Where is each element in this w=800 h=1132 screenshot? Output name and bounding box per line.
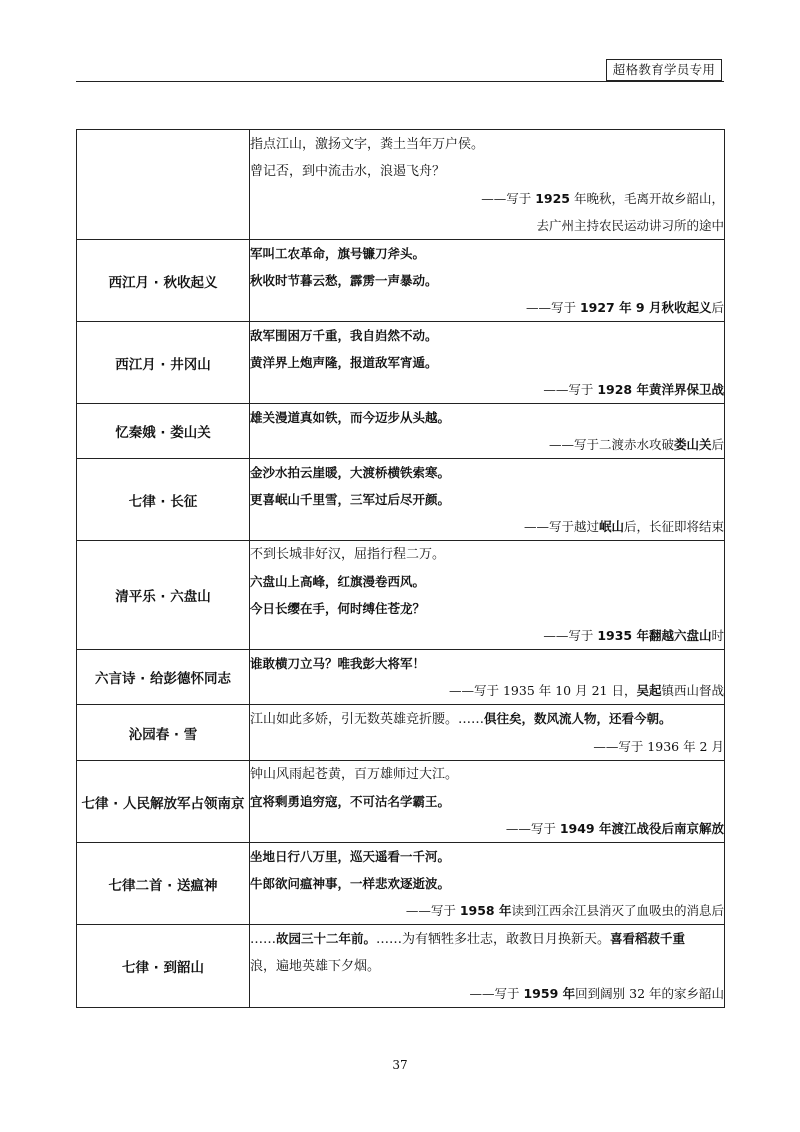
- poem-title: 七律 · 人民解放军占领南京: [77, 761, 250, 843]
- table-row: [77, 650, 725, 705]
- poem-content: [250, 130, 725, 240]
- poem-note: [250, 677, 724, 704]
- note-text: 1925: [535, 190, 571, 206]
- poem-line: 秋收时节暮云愁，霹雳一声暴动。: [250, 273, 438, 288]
- poem-table: [76, 129, 725, 1008]
- poem-note: [250, 376, 724, 403]
- note-text: 时: [711, 628, 724, 643]
- table-row: [77, 925, 725, 1008]
- note-text: 镇西山督战: [661, 683, 724, 698]
- table-row: [77, 761, 725, 843]
- poem-content: [250, 650, 725, 705]
- header-rule: [76, 81, 724, 82]
- note-text: 1958 年: [459, 903, 512, 918]
- poem-content: [250, 322, 725, 404]
- note-text: 1949 年渡江战役后南京解放: [559, 821, 724, 836]
- note-text: ——写于: [525, 300, 580, 315]
- poem-line: 浪，遍地英雄下夕烟。: [250, 959, 381, 974]
- poem-title: 六言诗 · 给彭德怀同志: [77, 650, 250, 705]
- note-text: 后: [711, 300, 724, 315]
- poem-line: 宜将剩勇追穷寇，不可沽名学霸王。: [250, 794, 451, 809]
- poem-line: 不到长城非好汉，屈指行程二万。: [250, 547, 446, 562]
- note-text: ——写于: [505, 821, 560, 836]
- poem-note: [250, 622, 724, 649]
- note-text: 岷山: [598, 519, 624, 534]
- poem-line: 今日长缨在手，何时缚住苍龙？: [250, 601, 426, 616]
- poem-note: [250, 431, 724, 458]
- table-row: [77, 843, 725, 925]
- note-text: 1928 年黄洋界保卫战: [597, 382, 724, 397]
- note-text: ——写于: [469, 986, 524, 1001]
- table-row: [77, 459, 725, 541]
- line-text: ……为有牺牲多壮志，敢教日月换新天。: [376, 932, 611, 947]
- poem-title: 西江月 · 井冈山: [77, 322, 250, 404]
- poem-line: 更喜岷山千里雪，三军过后尽开颜。: [250, 492, 451, 507]
- poem-content: [250, 705, 725, 761]
- note-text: ——写于 1935 年 10 月 21 日，: [449, 683, 637, 698]
- poem-line: 曾记否，到中流击水，浪遏飞舟？: [250, 163, 446, 179]
- line-text: 喜看稻菽千重: [610, 931, 686, 946]
- poem-line: [250, 925, 724, 953]
- poem-line: 谁敢横刀立马？唯我彭大将军！: [250, 656, 426, 671]
- poem-line: [250, 705, 724, 733]
- poem-title: 七律 · 长征: [77, 459, 250, 541]
- poem-title: 七律二首 · 送瘟神: [77, 843, 250, 925]
- poem-line: 指点江山，激扬文字，粪土当年万户侯。: [250, 136, 485, 152]
- note-text: 读到江西余江县消灭了血吸虫的消息后: [511, 903, 724, 918]
- note-text: 娄山关: [673, 437, 712, 452]
- poem-note: [250, 185, 724, 212]
- poem-title: [77, 130, 250, 240]
- table-row: [77, 705, 725, 761]
- table-row: [77, 322, 725, 404]
- poem-content: [250, 761, 725, 843]
- note-text: ——写于: [543, 382, 598, 397]
- poem-title: 忆秦娥 · 娄山关: [77, 404, 250, 459]
- poem-note: [250, 513, 724, 540]
- poem-line: 敌军围困万千重，我自岿然不动。: [250, 328, 438, 343]
- poem-line: 军叫工农革命，旗号镰刀斧头。: [250, 246, 426, 261]
- poem-title: 清平乐 · 六盘山: [77, 541, 250, 650]
- poem-line: 六盘山上高峰，红旗漫卷西风。: [250, 574, 426, 589]
- poem-line: 坐地日行八万里，巡天遥看一千河。: [250, 849, 451, 864]
- note-text: 年晚秋，毛离开故乡韶山，: [570, 190, 724, 206]
- poem-content: [250, 240, 725, 322]
- poem-line: 黄洋界上炮声隆，报道敌军宵遁。: [250, 355, 438, 370]
- table-row: [77, 130, 725, 240]
- line-text: 俱往矣，数风流人物，还看今朝。: [484, 711, 672, 726]
- poem-note: [250, 212, 724, 239]
- poem-note: [250, 294, 724, 321]
- note-text: ——写于二渡赤水攻破: [548, 437, 674, 452]
- poem-line: 钟山风雨起苍黄，百万雄师过大江。: [250, 767, 459, 782]
- table-row: [77, 240, 725, 322]
- note-text: ——写于: [543, 628, 598, 643]
- page-number: 37: [392, 1058, 408, 1072]
- note-text: ——写于: [405, 903, 460, 918]
- note-text: ——写于 1936 年 2 月: [593, 739, 724, 754]
- table-row: [77, 541, 725, 650]
- poem-content: [250, 459, 725, 541]
- note-text: 回到阔别 32 年的家乡韶山: [575, 986, 724, 1001]
- note-text: 1959 年: [523, 986, 576, 1001]
- header-label: 超格教育学员专用: [606, 59, 722, 81]
- note-text: 吴起: [636, 683, 662, 698]
- poem-content: [250, 843, 725, 925]
- poem-title: 沁园春 · 雪: [77, 705, 250, 761]
- line-text: ……: [250, 932, 276, 947]
- poem-line: 金沙水拍云崖暖，大渡桥横铁索寒。: [250, 465, 451, 480]
- poem-content: [250, 404, 725, 459]
- poem-content: [250, 541, 725, 650]
- note-text: 后: [711, 437, 724, 452]
- line-text: 江山如此多娇，引无数英雄竞折腰。……: [250, 712, 485, 727]
- poem-note: [250, 980, 724, 1007]
- poem-line: 牛郎欲问瘟神事，一样悲欢逐逝波。: [250, 876, 451, 891]
- note-text: 去广州主持农民运动讲习所的途中: [536, 217, 724, 233]
- table-row: [77, 404, 725, 459]
- poem-note: [250, 815, 724, 842]
- poem-title: 七律 · 到韶山: [77, 925, 250, 1008]
- poem-line: 雄关漫道真如铁，而今迈步从头越。: [250, 410, 451, 425]
- note-text: ——写于越过: [523, 519, 599, 534]
- note-text: 后，长征即将结束: [623, 519, 724, 534]
- note-text: ——写于: [481, 190, 536, 206]
- poem-note: [250, 897, 724, 924]
- note-text: 1935 年翻越六盘山: [597, 628, 712, 643]
- line-text: 故园三十二年前。: [276, 931, 377, 946]
- poem-note: [250, 733, 724, 760]
- poem-content: [250, 925, 725, 1008]
- poem-title: 西江月 · 秋收起义: [77, 240, 250, 322]
- note-text: 1927 年 9 月秋收起义: [579, 300, 712, 315]
